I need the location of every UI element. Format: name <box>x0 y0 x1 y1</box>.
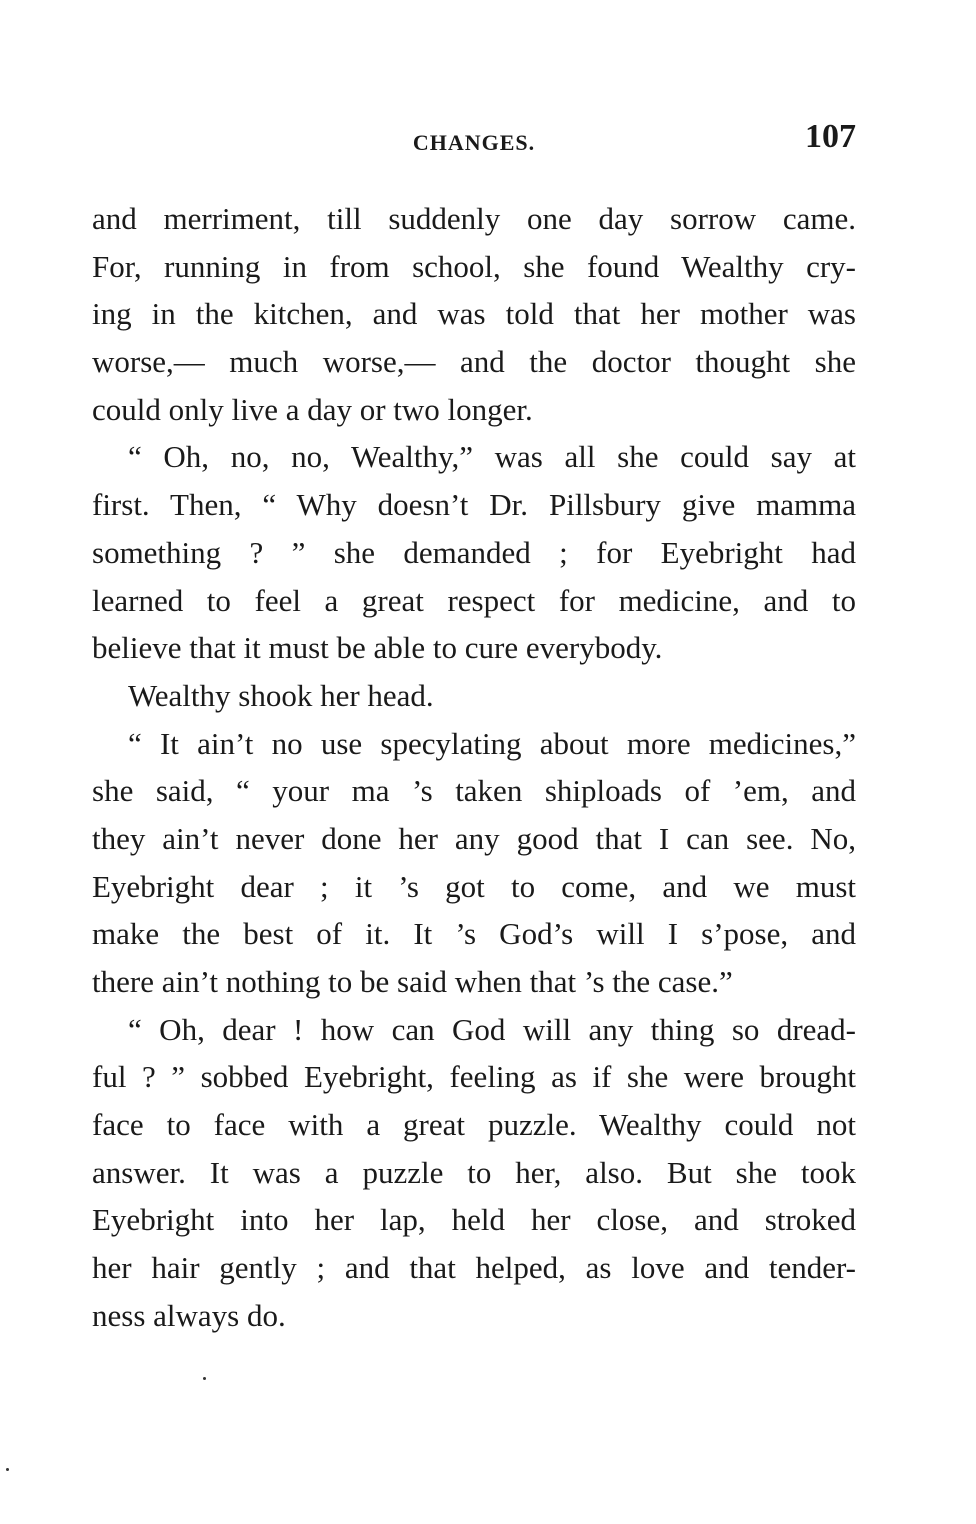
text-line: there ain’t nothing to be said when that ’s the case.” <box>92 964 733 999</box>
text-line: “ It ain’t no use specylating about more medicines,” <box>128 725 856 761</box>
text-line: “ Oh, dear ! how can God will any thing so dread- <box>128 1011 856 1047</box>
text-line: learned to feel a great respect for medicine, and to <box>92 582 856 618</box>
text-line: Wealthy shook her head. <box>128 677 434 713</box>
text-line: ful ? ” sobbed Eyebright, feeling as if she were brought <box>92 1059 856 1095</box>
print-speck <box>203 1377 206 1380</box>
body-text <box>92 195 856 1340</box>
running-title: CHANGES. <box>412 130 536 155</box>
text-line: and merriment, till suddenly one day sorrow came. <box>92 201 856 236</box>
text-line: they ain’t never done her any good that I can see. No, <box>92 820 856 856</box>
text-line: For, running in from school, she found Wealthy cry- <box>92 248 856 284</box>
text-line: Eyebright into her lap, held her close, and stroked <box>92 1202 856 1238</box>
text-line: ness always do. <box>92 1297 286 1333</box>
text-line: worse,— much worse,— and the doctor thought she <box>92 344 856 380</box>
text-line: something ? ” she demanded ; for Eyebright had <box>92 534 856 570</box>
text-line: answer. It was a puzzle to her, also. But she took <box>92 1154 856 1190</box>
running-head <box>92 118 856 158</box>
text-line: first. Then, “ Why doesn’t Dr. Pillsbury give mamma <box>92 487 856 523</box>
text-line: Eyebright dear ; it ’s got to come, and we must <box>92 868 856 904</box>
text-line: could only live a day or two longer. <box>92 391 533 427</box>
print-speck <box>6 1468 9 1471</box>
text-line: make the best of it. It ’s God’s will I s’pose, and <box>92 916 856 952</box>
text-line: face to face with a great puzzle. Wealthy could not <box>92 1107 856 1143</box>
text-line: ing in the kitchen, and was told that her mother was <box>92 296 856 332</box>
text-line: “ Oh, no, no, Wealthy,” was all she could say at <box>128 439 856 475</box>
text-line: she said, “ your ma ’s taken shiploads of ’em, and <box>92 773 856 809</box>
page-number: 107 <box>805 118 856 155</box>
text-line: believe that it must be able to cure everybody. <box>92 630 663 666</box>
text-line: her hair gently ; and that helped, as love and tender- <box>92 1250 856 1286</box>
